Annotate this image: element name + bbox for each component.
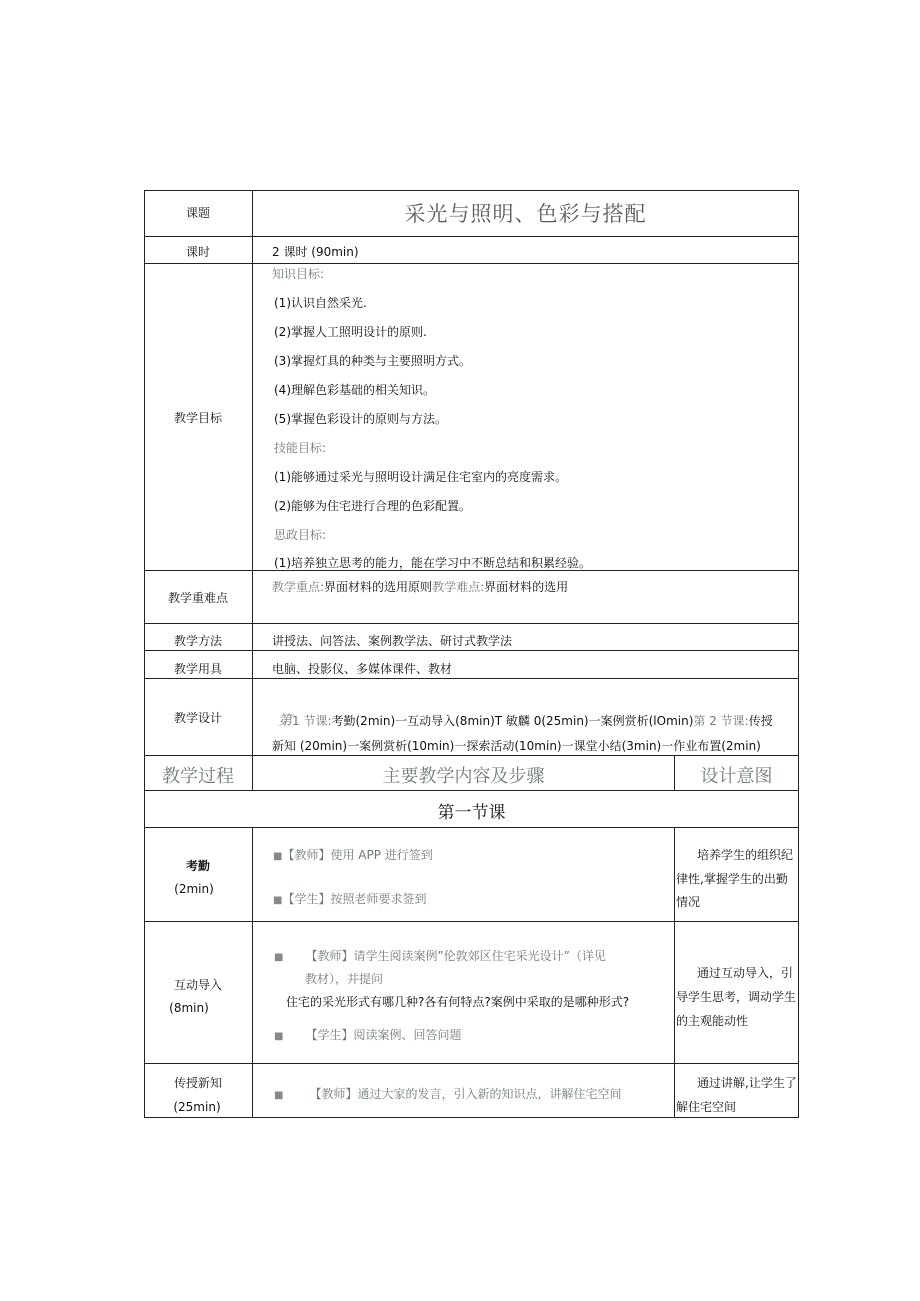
difficulty-label: 教学难点: <box>432 580 485 594</box>
teach-time: (25min) <box>173 1100 221 1114</box>
key-value: 界面材料的选用原则 <box>324 580 433 594</box>
design-line-1-tail: 传授 <box>748 714 773 728</box>
intro-intent: 的主观能动性 <box>676 1014 749 1028</box>
square-bullet-icon: ■ <box>274 952 284 963</box>
attendance-name: 考勤 <box>185 859 210 873</box>
intro-student: ■ 【学生】阅读案例、回答问题 <box>274 1028 462 1042</box>
tools-label: 教学用具 <box>173 662 222 676</box>
skill-item: (1)能够通过采光与照明设计满足住宅室内的亮度需求。 <box>274 470 568 484</box>
section-title: 第一节课 <box>437 803 506 823</box>
tools-value: 电脑、投影仪、多媒体课件、教材 <box>272 662 453 676</box>
teach-intent: 解住宅空间 <box>676 1100 737 1114</box>
intro-time: (8min) <box>169 1001 209 1015</box>
skill-item: (2)能够为住宅进行合理的色彩配置。 <box>274 499 471 513</box>
hours-value: 2 课时 (90min) <box>272 245 359 259</box>
design-line-2: 新知 (20min)一案例赏析(10min)一探索活动(10min)一课堂小结(3min)一作业布置(2min) <box>272 739 761 753</box>
process-header-col2: 主要教学内容及步骤 <box>382 766 545 787</box>
lesson1-label-rest: 1 节课: <box>292 714 332 728</box>
intro-teacher-line-2: 教材），并提问 <box>305 972 384 986</box>
attendance-time: (2min) <box>174 882 214 896</box>
attendance-item-teacher: ■【教师】使用 APP 进行签到 <box>273 848 433 862</box>
knowledge-item: (3)掌握灯具的种类与主要照明方式。 <box>274 354 471 368</box>
teach-name: 传授新知 <box>173 1076 222 1090</box>
knowledge-item: (2)掌握人工照明设计的原则. <box>274 325 427 339</box>
knowledge-item: (5)掌握色彩设计的原则与方法。 <box>274 412 447 426</box>
square-bullet-icon: ■ <box>274 1090 284 1101</box>
lesson2-label: 第 2 节课: <box>693 714 749 728</box>
attendance-intent: 律性,掌握学生的出勤 <box>676 872 788 886</box>
keypoints-label: 教学重难点 <box>167 591 228 605</box>
attendance-intent: 情况 <box>676 895 701 909</box>
process-header-col1: 教学过程 <box>162 766 234 787</box>
intro-intent: 通过互动导入，引 <box>697 966 794 980</box>
key-label: 教学重点: <box>272 580 325 594</box>
intro-question: 住宅的采光形式有哪几种?各有何特点?案例中采取的是哪种形式? <box>286 995 630 1009</box>
intro-teacher-line-1: ■ 【教师】请学生阅读案例”伦敦郊区住宅采光设计”（详见 <box>274 949 606 963</box>
skill-heading: 技能目标: <box>274 441 327 455</box>
attendance-intent: 培养学生的组织纪 <box>697 848 794 862</box>
process-header-col3: 设计意图 <box>700 766 773 787</box>
hours-label: 课时 <box>185 245 210 259</box>
keypoints-value <box>272 580 568 594</box>
teach-teacher: ■ 【教师】通过大家的发言，引入新的知识点，讲解住宅空间 <box>274 1087 622 1101</box>
goals-label: 教学目标 <box>173 411 222 425</box>
design-line-1 <box>278 714 773 728</box>
topic-label: 课题 <box>185 206 210 220</box>
knowledge-item: (4)理解色彩基础的相关知识。 <box>274 383 435 397</box>
square-bullet-icon: ■ <box>274 1031 284 1042</box>
page-title: 采光与照明、色彩与搭配 <box>404 202 647 226</box>
difficulty-value: 界面材料的选用 <box>484 580 569 594</box>
knowledge-item: (1)认识自然采光. <box>274 296 367 310</box>
methods-label: 教学方法 <box>173 634 222 648</box>
knowledge-heading: 知识目标: <box>272 267 325 281</box>
square-bullet-icon: ■ <box>273 851 283 862</box>
intro-intent: 导学生思考，调动学生 <box>676 990 797 1004</box>
lesson1-label: 第 <box>278 713 292 729</box>
methods-value: 讲授法、问答法、案例教学法、研讨式教学法 <box>272 634 513 648</box>
teach-intent: 通过讲解,让学生了 <box>697 1076 797 1090</box>
attendance-item-student: ■【学生】按照老师要求签到 <box>273 892 427 906</box>
square-bullet-icon: ■ <box>273 895 283 906</box>
design-label: 教学设计 <box>173 711 222 725</box>
intro-name: 互动导入 <box>173 978 222 992</box>
ideology-heading: 思政目标: <box>274 528 327 542</box>
ideology-item: (1)培养独立思考的能力，能在学习中不断总结和积累经验。 <box>274 556 592 570</box>
design-line-1-text: 考勤(2min)一互动导入(8min)T 敏麟 0(25min)一案例赏析(lOmin) <box>331 714 694 728</box>
